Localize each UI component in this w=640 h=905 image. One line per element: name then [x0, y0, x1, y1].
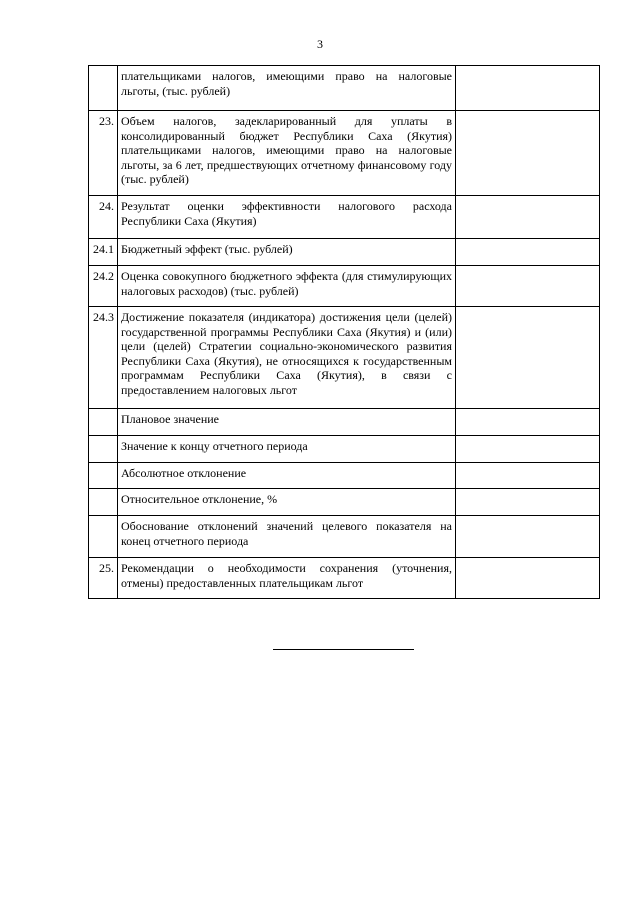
row-value-cell	[456, 436, 600, 463]
table-row	[89, 463, 600, 489]
row-description: Оценка совокупного бюджетного эффекта (для стимулирующих налоговых расходов) (тыс. рублей)	[118, 266, 456, 307]
row-description: Рекомендации о необходимости сохранения (уточнения, отмены) предоставленных плательщикам льгот	[118, 558, 456, 599]
row-number: 25.	[89, 558, 118, 599]
page-number: 3	[317, 37, 323, 51]
row-description: Результат оценки эффективности налогового расхода Республики Саха (Якутия)	[118, 196, 456, 239]
signature-line	[273, 649, 414, 650]
row-description: Бюджетный эффект (тыс. рублей)	[118, 239, 456, 266]
table-row	[89, 489, 600, 516]
row-value-cell	[456, 111, 600, 196]
row-number: 24.2	[89, 266, 118, 307]
row-value-cell	[456, 239, 600, 266]
table-row	[89, 516, 600, 558]
row-number: 24.3	[89, 307, 118, 409]
row-number: 24.1	[89, 239, 118, 266]
table-row	[89, 111, 600, 196]
row-number	[89, 409, 118, 436]
row-description: Относительное отклонение, %	[118, 489, 456, 516]
table-row	[89, 239, 600, 266]
row-description: Достижение показателя (индикатора) достижения цели (целей) государственной программы Республики Саха (Якутия) и (или) цели (целей) Стратегии социально-экономического развития Республики Саха (Якутия), не относящихся к государственным программам Республики Саха (Якутия), в связи с предоставлением налоговых льгот	[118, 307, 456, 409]
row-number: 23.	[89, 111, 118, 196]
row-value-cell	[456, 196, 600, 239]
table-row	[89, 196, 600, 239]
row-number	[89, 489, 118, 516]
row-value-cell	[456, 463, 600, 489]
tax-expenditure-table	[88, 65, 600, 599]
row-description: Значение к концу отчетного периода	[118, 436, 456, 463]
row-value-cell	[456, 516, 600, 558]
row-number	[89, 463, 118, 489]
row-description: Плановое значение	[118, 409, 456, 436]
table-row	[89, 409, 600, 436]
row-value-cell	[456, 558, 600, 599]
row-number	[89, 66, 118, 111]
row-description: Абсолютное отклонение	[118, 463, 456, 489]
table-row	[89, 436, 600, 463]
table-row	[89, 558, 600, 599]
row-value-cell	[456, 307, 600, 409]
row-value-cell	[456, 489, 600, 516]
row-value-cell	[456, 266, 600, 307]
row-description: плательщиками налогов, имеющими право на налоговые льготы, (тыс. рублей)	[118, 66, 456, 111]
row-description: Обоснование отклонений значений целевого показателя на конец отчетного периода	[118, 516, 456, 558]
table-row	[89, 266, 600, 307]
row-number	[89, 436, 118, 463]
table-row	[89, 307, 600, 409]
row-description: Объем налогов, задекларированный для уплаты в консолидированный бюджет Республики Саха (Якутия) плательщиками налогов, имеющими право на налоговые льготы, за 6 лет, предшествующих отчетному финансовому году (тыс. рублей)	[118, 111, 456, 196]
row-number: 24.	[89, 196, 118, 239]
row-value-cell	[456, 409, 600, 436]
row-number	[89, 516, 118, 558]
table-row	[89, 66, 600, 111]
row-value-cell	[456, 66, 600, 111]
